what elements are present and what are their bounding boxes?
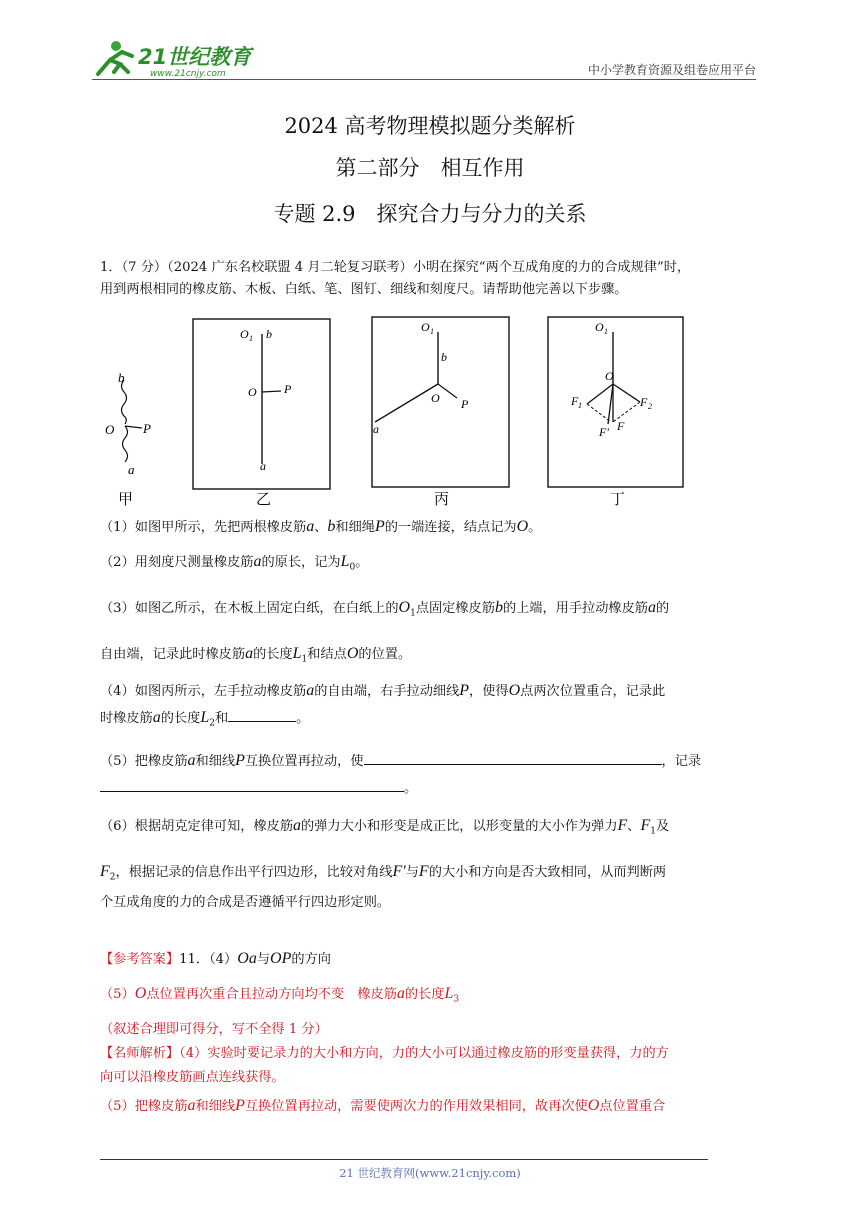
step-6: （6）根据胡克定律可知，橡皮筋a的弹力大小和形变是成正比，以形变量的大小作为弹力F、$F_1$及 $F_2$，根据记录的信息作出平行四边形，比较对角线F′与F的大小和方向是否大致相同，从而判断两 个互成角度的力的合成是否遵循平行四边形定则。 [100,817,670,911]
part-title: 第二部分 相互作用 [335,156,525,180]
label-ding: 丁 [610,490,626,508]
answer-line-1: 【参考答案】11．（4）Oa与OP的方向 [100,950,331,967]
ding-O: O [605,369,614,383]
main-title: 2024 高考物理模拟题分类解析 [284,114,576,138]
figure-ding [548,317,683,508]
experiment-figures [100,312,700,510]
analysis: 【名师解析】（4）实验时要记录力的大小和方向，力的大小可以通过橡皮筋的形变量获得，力的方 向可以沿橡皮筋画点连线获得。 （5）把橡皮筋a和细线P互换位置再拉动，需要使两次力的作用效果相同，故再次使O点位置重合 [100,1046,669,1114]
step-4: （4）如图丙所示，左手拉动橡皮筋a的自由端，右手拉动细线P，使得O点两次位置重合，记录此 时橡皮筋a的长度$L_2$和 。 [100,682,666,729]
ding-O1: O [595,320,604,334]
jia-a: a [128,462,135,477]
step-1: （1）如图甲所示，先把两根橡皮筋a、b和细绳P的一端连接，结点记为O。 [100,518,542,535]
ding-Fp: F′ [599,425,609,439]
site-logo [92,38,262,80]
footer-divider [100,1159,708,1160]
bing-O1-sub: 1 [430,327,434,336]
runner-icon [98,41,132,74]
header-divider [92,79,756,80]
ding-O1-sub: 1 [604,327,608,336]
ding-F1-sub: 1 [578,401,582,410]
answer-line-2: （5）O点位置再次重合且拉动方向均不变 橡皮筋a的长度$L_3$ [100,985,460,1005]
intro-line-1: 1．（7 分）（2024 广东名校联盟 4 月二轮复习联考）小明在探究“两个互成角度的力的合成规律”时， [100,260,691,275]
ding-F1: F [571,394,579,408]
logo-main-text: 21世纪教育 [138,45,252,69]
blank-4[interactable] [228,707,296,722]
bing-O1: O [421,320,430,334]
platform-name: 中小学教育资源及组卷应用平台 [587,63,756,77]
jia-P: P [143,421,151,436]
label-bing: 丙 [434,490,450,508]
bing-P: P [461,397,469,411]
jia-b: b [118,370,125,385]
label-yi: 乙 [256,490,272,508]
ding-F2-sub: 2 [648,402,652,411]
answer-note: （叙述合理即可得分，写不全得 1 分） [100,1022,328,1037]
bing-O: O [431,391,440,405]
yi-O: O [248,385,257,399]
yi-O1: O [240,327,249,341]
yi-P: P [284,382,292,396]
question-intro [100,257,760,301]
figure-bing [372,317,509,508]
label-jia: 甲 [118,490,134,508]
bing-b: b [441,350,447,364]
jia-O: O [105,422,115,437]
yi-O1-sub: 1 [249,334,253,343]
figure-yi [193,319,330,508]
footer-text: 21 世纪教育网(www.21cnjy.com) [339,1166,521,1180]
yi-a: a [260,459,266,473]
step-5: （5）把橡皮筋a和细线P互换位置再拉动，使 ，记录 。 [100,752,702,796]
step-3: （3）如图乙所示，在木板上固定白纸，在白纸上的$O_1$点固定橡皮筋b的上端，用手拉动橡皮筋a的 自由端，记录此时橡皮筋a的长度$L_1$和结点O的位置。 [100,599,670,665]
bing-a: a [373,422,379,436]
blank-5a[interactable] [364,750,662,765]
step-2: （2）用刻度尺测量橡皮筋a的原长，记为$L_0$。 [100,553,369,573]
blank-5b[interactable] [100,777,404,792]
topic-title: 专题 2.9 探究合力与分力的关系 [273,202,587,226]
logo-sub-text: www.21cnjy.com [150,69,226,79]
ding-F2: F [640,395,648,409]
intro-line-2: 用到两根相同的橡皮筋、木板、白纸、笔、图钉、细线和刻度尺。请帮助他完善以下步骤。 [100,282,628,297]
yi-b: b [266,327,272,341]
ding-F: F [617,419,625,433]
figure-jia [105,370,151,508]
